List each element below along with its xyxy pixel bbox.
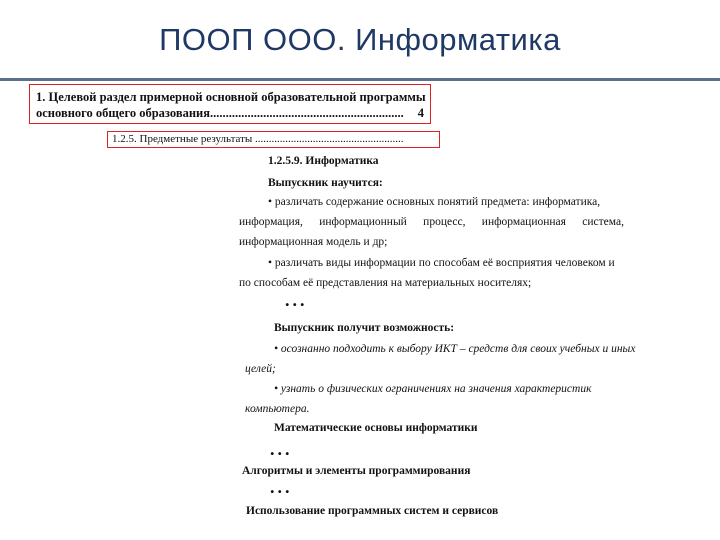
algo-heading: Алгоритмы и элементы программирования: [242, 465, 471, 477]
word: информационная: [481, 216, 566, 228]
ellipsis-1: ...: [285, 290, 308, 310]
bullet-1-line-3: информационная модель и др;: [239, 236, 388, 248]
section-heading: 1.2.5.9. Информатика: [268, 155, 379, 167]
usage-heading: Использование программных систем и сервисов: [246, 505, 499, 517]
opportunity-heading: Выпускник получит возможность:: [274, 322, 455, 334]
toc-line-1-text: 1. Целевой раздел примерной основной образовательной программы: [36, 90, 426, 104]
math-heading: Математические основы информатики: [274, 422, 478, 434]
ellipsis-3: ...: [270, 477, 293, 497]
slide-title: ПООП ООО. Информатика: [159, 22, 561, 57]
toc-line-2-label: основного общего образования: [36, 106, 210, 120]
bullet-2-line-2: по способам её представления на материальных носителях;: [239, 277, 532, 289]
opportunity-1-line-1: • осознанно подходить к выбору ИКТ – средств для своих учебных и иных: [274, 343, 636, 355]
opportunity-2-text: • узнать о физических ограничениях на значения характеристик: [274, 383, 592, 395]
bullet-1-line-2: [239, 216, 624, 229]
bullet-2-line-1: • различать виды информации по способам её восприятия человеком и: [268, 257, 615, 269]
opportunity-2-line-1: [274, 383, 624, 396]
toc-subsection-text: 1.2.5. Предметные результаты ......................................................: [112, 133, 404, 145]
toc-line-2: [36, 105, 424, 121]
toc-line-2-text: [36, 105, 404, 121]
word: информационный: [319, 216, 407, 228]
opportunity-2-line-2: компьютера.: [245, 403, 310, 415]
title-divider: [0, 78, 720, 81]
toc-line-1: [36, 89, 424, 105]
opportunity-1-line-2: целей;: [245, 363, 276, 375]
word: система,: [582, 216, 624, 228]
word: процесс,: [423, 216, 466, 228]
learns-heading: Выпускник научится:: [268, 177, 383, 189]
toc-entry-highlight: [29, 84, 431, 124]
toc-page-number: 4: [417, 106, 424, 120]
toc-subsection-highlight: [107, 131, 440, 148]
word: информация,: [239, 216, 303, 228]
toc-leader-dots: ..............................................................: [209, 106, 404, 120]
ellipsis-2: ...: [270, 439, 293, 459]
bullet-1-line-1: • различать содержание основных понятий предмета: информатика,: [268, 196, 601, 208]
